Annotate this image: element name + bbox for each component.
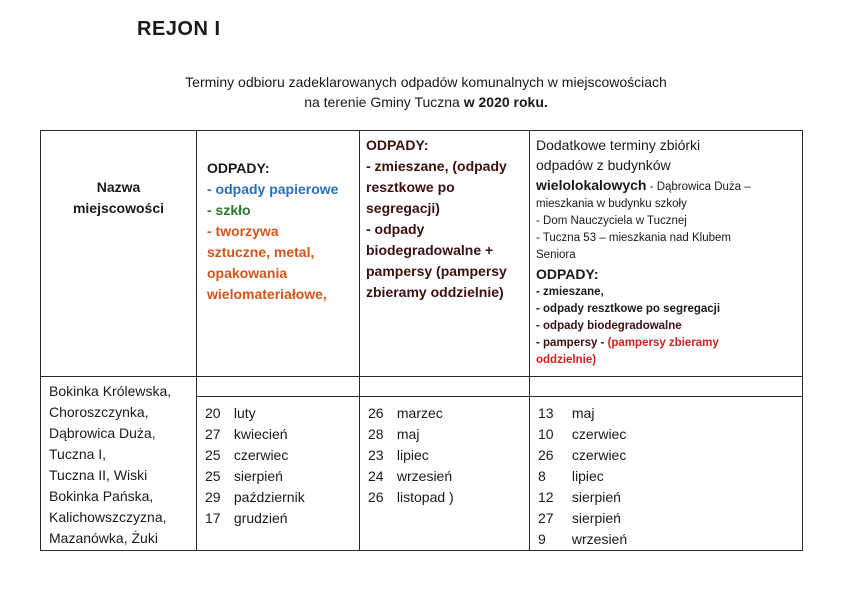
- date-month: czerwiec: [233, 447, 289, 463]
- date-entry: [205, 403, 357, 424]
- date-entry: [368, 466, 527, 487]
- date-day: 27: [205, 426, 221, 442]
- additional-diapers-label: - pampersy -: [536, 337, 608, 349]
- towns-cell: [41, 377, 197, 551]
- recyclables-item-plastics-2: sztuczne, metal,: [207, 244, 315, 260]
- subtitle-line-1: Terminy odbioru zadeklarowanych odpadów komunalnych w miejscowościach: [185, 74, 667, 90]
- date-month: grudzień: [233, 510, 288, 526]
- date-entry: [538, 529, 800, 550]
- recyclables-dates: [197, 397, 359, 529]
- separator-cell: [360, 377, 530, 397]
- recyclables-item-paper: - odpady papierowe: [207, 181, 339, 197]
- name-heading-line-2: miejscowości: [72, 200, 165, 216]
- additional-location-1: - Dąbrowica Duża –: [646, 181, 751, 193]
- date-entry: [368, 487, 527, 508]
- separator-row: [41, 377, 803, 397]
- date-month: maj: [571, 405, 595, 421]
- header-row: [41, 131, 803, 377]
- date-entry: [205, 466, 357, 487]
- town-item: Kalichowszczyzna,: [49, 509, 167, 525]
- town-item: Bokinka Pańska,: [49, 488, 154, 504]
- header-name-cell: [41, 131, 197, 377]
- date-day: 28: [368, 426, 384, 442]
- town-item: Tuczna II, Wiski: [49, 467, 148, 483]
- date-entry: [205, 424, 357, 445]
- additional-diapers-note-2: oddzielnie): [536, 354, 597, 366]
- town-item: Mazanówka, Żuki: [49, 530, 158, 546]
- date-day: 10: [538, 426, 554, 442]
- town-list: [41, 377, 196, 549]
- date-entry: [205, 487, 357, 508]
- date-day: 25: [205, 447, 221, 463]
- date-day: 12: [538, 489, 554, 505]
- date-day: 26: [368, 405, 384, 421]
- mixed-line-2: resztkowe po: [366, 179, 455, 195]
- date-month: wrzesień: [396, 468, 453, 484]
- additional-item-residual: - odpady resztkowe po segregacji: [536, 303, 721, 315]
- date-month: sierpień: [571, 510, 621, 526]
- name-column-heading: [41, 131, 196, 219]
- date-month: czerwiec: [571, 447, 627, 463]
- mixed-line-4: - odpady: [366, 221, 425, 237]
- additional-diapers-note: (pampersy zbieramy: [607, 337, 719, 349]
- date-month: maj: [396, 426, 420, 442]
- town-item: Dąbrowica Duża,: [49, 425, 156, 441]
- mixed-line-1: - zmieszane, (odpady: [366, 158, 507, 174]
- additional-waste-title: ODPADY:: [536, 266, 599, 282]
- date-day: 27: [538, 510, 554, 526]
- date-day: 24: [368, 468, 384, 484]
- additional-collection-heading: [530, 131, 802, 369]
- recyclables-item-packaging: opakowania: [207, 265, 288, 281]
- date-month: lipiec: [571, 468, 604, 484]
- date-month: listopad ): [396, 489, 454, 505]
- additional-multifamily-label: wielolokalowych: [536, 177, 647, 193]
- date-entry: [538, 403, 800, 424]
- date-day: 23: [368, 447, 384, 463]
- mixed-dates: [360, 397, 529, 508]
- recyclables-item-plastics: - tworzywa: [207, 223, 279, 239]
- date-day: 20: [205, 405, 221, 421]
- date-month: sierpień: [571, 489, 621, 505]
- date-month: lipiec: [396, 447, 429, 463]
- recyclables-item-multimaterial: wielomateriałowe,: [207, 286, 327, 302]
- header-mixed-cell: [360, 131, 530, 377]
- date-day: 26: [368, 489, 384, 505]
- date-day: 8: [538, 468, 546, 484]
- separator-cell: [197, 377, 360, 397]
- name-heading-line-1: Nazwa: [96, 179, 141, 195]
- date-entry: [205, 508, 357, 529]
- date-entry: [368, 424, 527, 445]
- additional-dates: [530, 397, 802, 550]
- subtitle-line-2: [0, 92, 852, 112]
- date-entry: [368, 403, 527, 424]
- mixed-line-7: zbieramy oddzielnie): [366, 284, 504, 300]
- date-month: październik: [233, 489, 305, 505]
- date-month: marzec: [396, 405, 443, 421]
- date-month: luty: [233, 405, 256, 421]
- schedule-table: [40, 130, 803, 551]
- recyclables-dates-cell: [197, 397, 360, 551]
- additional-line-6: - Tuczna 53 – mieszkania nad Klubem: [536, 232, 731, 244]
- date-day: 9: [538, 531, 546, 547]
- subtitle-year: w 2020 roku.: [463, 94, 548, 110]
- date-day: 17: [205, 510, 221, 526]
- date-entry: [368, 445, 527, 466]
- mixed-waste-heading: [360, 131, 529, 303]
- additional-item-diapers: [536, 335, 798, 352]
- date-day: 26: [538, 447, 554, 463]
- date-month: kwiecień: [233, 426, 288, 442]
- date-day: 25: [205, 468, 221, 484]
- mixed-line-3: segregacji): [366, 200, 440, 216]
- date-month: wrzesień: [571, 531, 628, 547]
- date-entry: [538, 445, 800, 466]
- additional-dates-cell: [530, 397, 803, 551]
- recyclables-title: ODPADY:: [207, 160, 270, 176]
- town-item: Tuczna I,: [49, 446, 107, 462]
- additional-line-5: - Dom Nauczyciela w Tucznej: [536, 215, 687, 227]
- additional-item-bio: - odpady biodegradowalne: [536, 320, 682, 332]
- recyclables-item-glass: - szkło: [207, 202, 251, 218]
- date-month: sierpień: [233, 468, 283, 484]
- additional-line-2: odpadów z budynków: [536, 157, 671, 173]
- additional-line-1: Dodatkowe terminy zbiórki: [536, 137, 701, 153]
- date-entry: [538, 466, 800, 487]
- document-subtitle: [0, 72, 852, 112]
- date-month: czerwiec: [571, 426, 627, 442]
- date-entry: [205, 445, 357, 466]
- date-day: 13: [538, 405, 554, 421]
- header-recyclables-cell: [197, 131, 360, 377]
- additional-item-mixed: - zmieszane,: [536, 286, 604, 298]
- additional-line-4: mieszkania w budynku szkoły: [536, 198, 687, 210]
- recyclables-heading: [197, 131, 359, 305]
- town-item: Bokinka Królewska,: [49, 383, 172, 399]
- mixed-line-6: pampersy (pampersy: [366, 263, 507, 279]
- header-additional-cell: [530, 131, 803, 377]
- date-entry: [538, 424, 800, 445]
- mixed-title: ODPADY:: [366, 137, 429, 153]
- date-day: 29: [205, 489, 221, 505]
- additional-line-3: [536, 175, 798, 196]
- date-entry: [538, 487, 800, 508]
- date-entry: [538, 508, 800, 529]
- region-title: REJON I: [137, 18, 221, 40]
- subtitle-line-2-text: na terenie Gminy Tuczna: [304, 94, 464, 110]
- mixed-line-5: biodegradowalne +: [366, 242, 494, 258]
- separator-cell: [530, 377, 803, 397]
- mixed-dates-cell: [360, 397, 530, 551]
- town-item: Choroszczynka,: [49, 404, 149, 420]
- additional-line-7: Seniora: [536, 249, 576, 261]
